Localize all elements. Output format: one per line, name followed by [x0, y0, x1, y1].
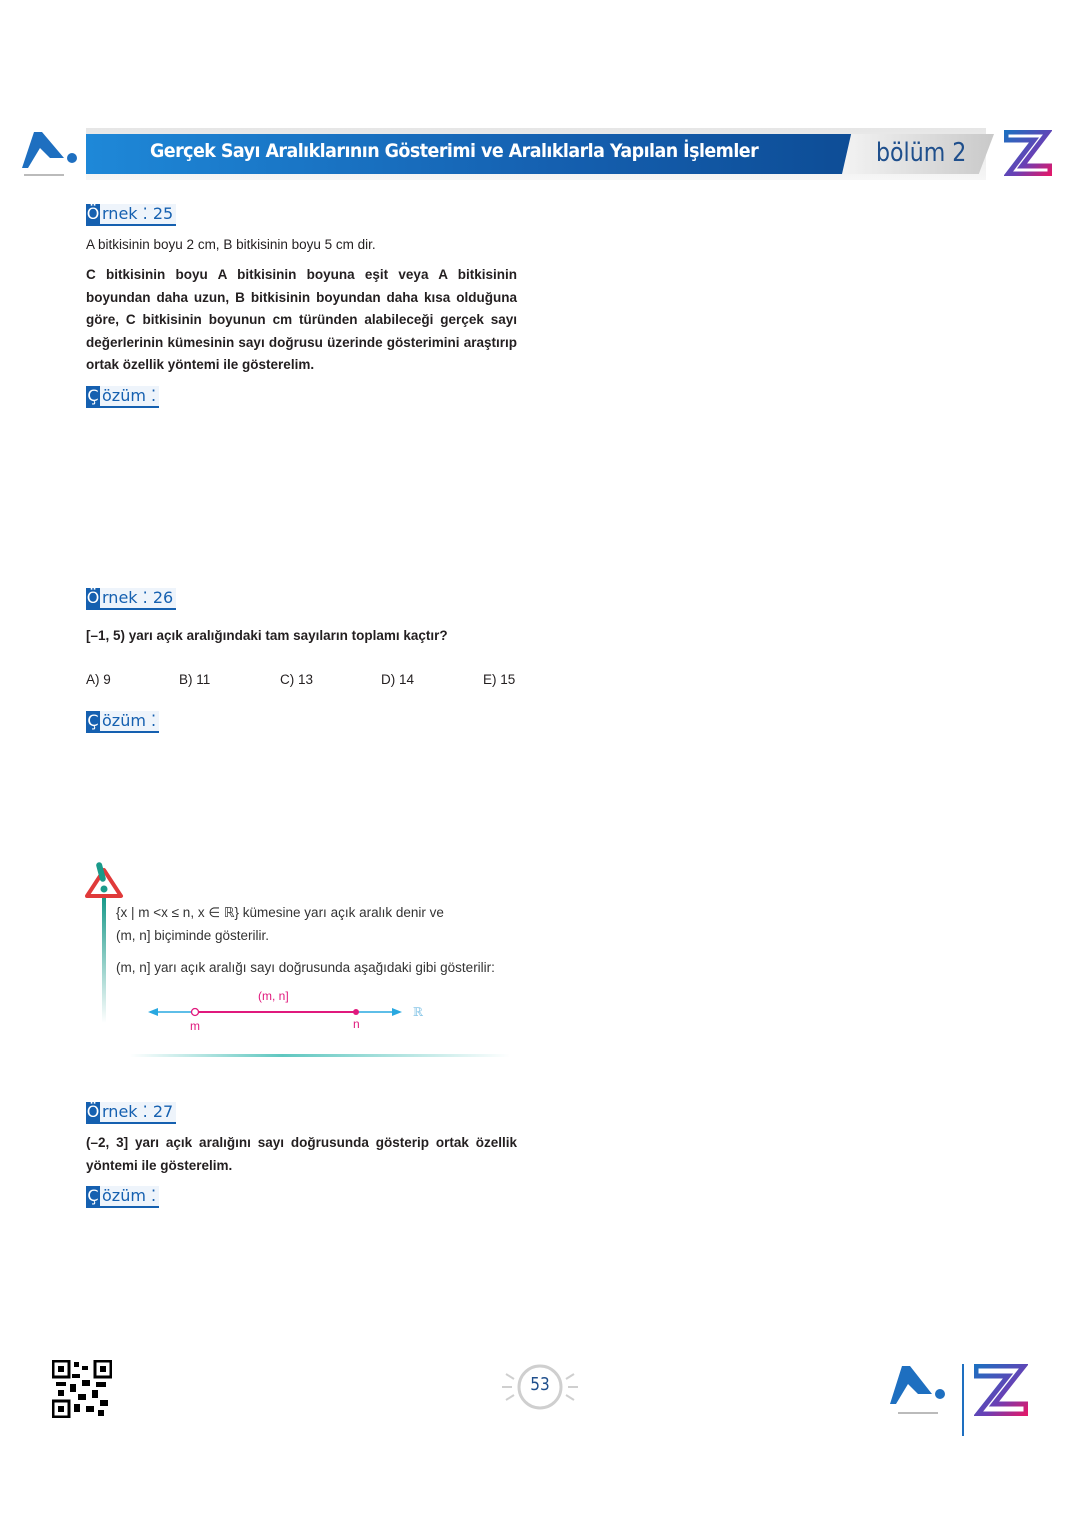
option-e: E) 15 [483, 672, 516, 687]
footer-divider [962, 1364, 964, 1436]
note-divider [130, 1054, 510, 1057]
n-label: n [353, 1017, 360, 1031]
left-arrow-icon [148, 1008, 158, 1016]
solution-label: Ç özüm ⁚ [86, 386, 159, 408]
example-25-question: C bitkisinin boyu A bitkisinin boyuna eşit veya A bitkisinin boyundan daha uzun, B bitkisinin boyundan daha kısa olduğuna göre, C bitkisinin boyunun cm türünden alabileceği gerçek sayı değerlerinin kümesinin sayı doğrusu üzerinde gösterimini araştırıp ortak özellik yöntemi ile gösterelim. [86, 267, 517, 372]
note-border [102, 898, 106, 1023]
note-line-2: (m, n] biçiminde gösterilir. [116, 928, 270, 943]
example-26-label: Ö rnek ⁚ 26 [86, 588, 176, 610]
closed-endpoint [353, 1009, 359, 1015]
warning-icon [84, 860, 124, 900]
footer-z-logo-icon [974, 1364, 1028, 1416]
example-25-label: Ö rnek ⁚ 25 [86, 204, 176, 226]
note-line-3: (m, n] yarı açık aralığı sayı doğrusunda aşağıdaki gibi gösterilir: [116, 960, 495, 975]
page-title: Gerçek Sayı Aralıklarının Gösterimi ve Aralıklarla Yapılan İşlemler [150, 140, 759, 162]
solution-label: Ç özüm ⁚ [86, 711, 159, 733]
example-26-question: [–1, 5) yarı açık aralığındaki tam sayıların toplamı kaçtır? [86, 628, 448, 643]
page-number: 53 [530, 1374, 550, 1395]
publisher-logo-icon [20, 128, 80, 180]
qr-code-icon[interactable] [52, 1360, 112, 1418]
m-label: m [190, 1019, 200, 1033]
number-line [140, 985, 440, 1035]
reals-label: ℝ [413, 1005, 423, 1019]
option-d: D) 14 [381, 672, 415, 687]
open-endpoint [192, 1009, 199, 1016]
example-27-label: Ö rnek ⁚ 27 [86, 1102, 176, 1124]
solution-label: Ç özüm ⁚ [86, 1186, 159, 1208]
example-25-intro: A bitkisinin boyu 2 cm, B bitkisinin boyu 5 cm dir. [86, 237, 376, 252]
option-c: C) 13 [280, 672, 314, 687]
option-b: B) 11 [179, 672, 211, 687]
option-a: A) 9 [86, 672, 111, 687]
interval-label: (m, n] [258, 989, 289, 1003]
right-arrow-icon [392, 1008, 402, 1016]
example-27-question: (–2, 3] yarı açık aralığını sayı doğrusunda gösterip ortak özellik yöntemi ile gösterelim. [86, 1135, 517, 1173]
footer-publisher-logo-icon [886, 1362, 946, 1418]
z-logo-icon [1004, 130, 1052, 176]
section-label: bölüm 2 [876, 138, 967, 168]
note-line-1: {x | m <x ≤ n, x ∈ ℝ} kümesine yarı açık aralık denir ve [116, 905, 444, 920]
